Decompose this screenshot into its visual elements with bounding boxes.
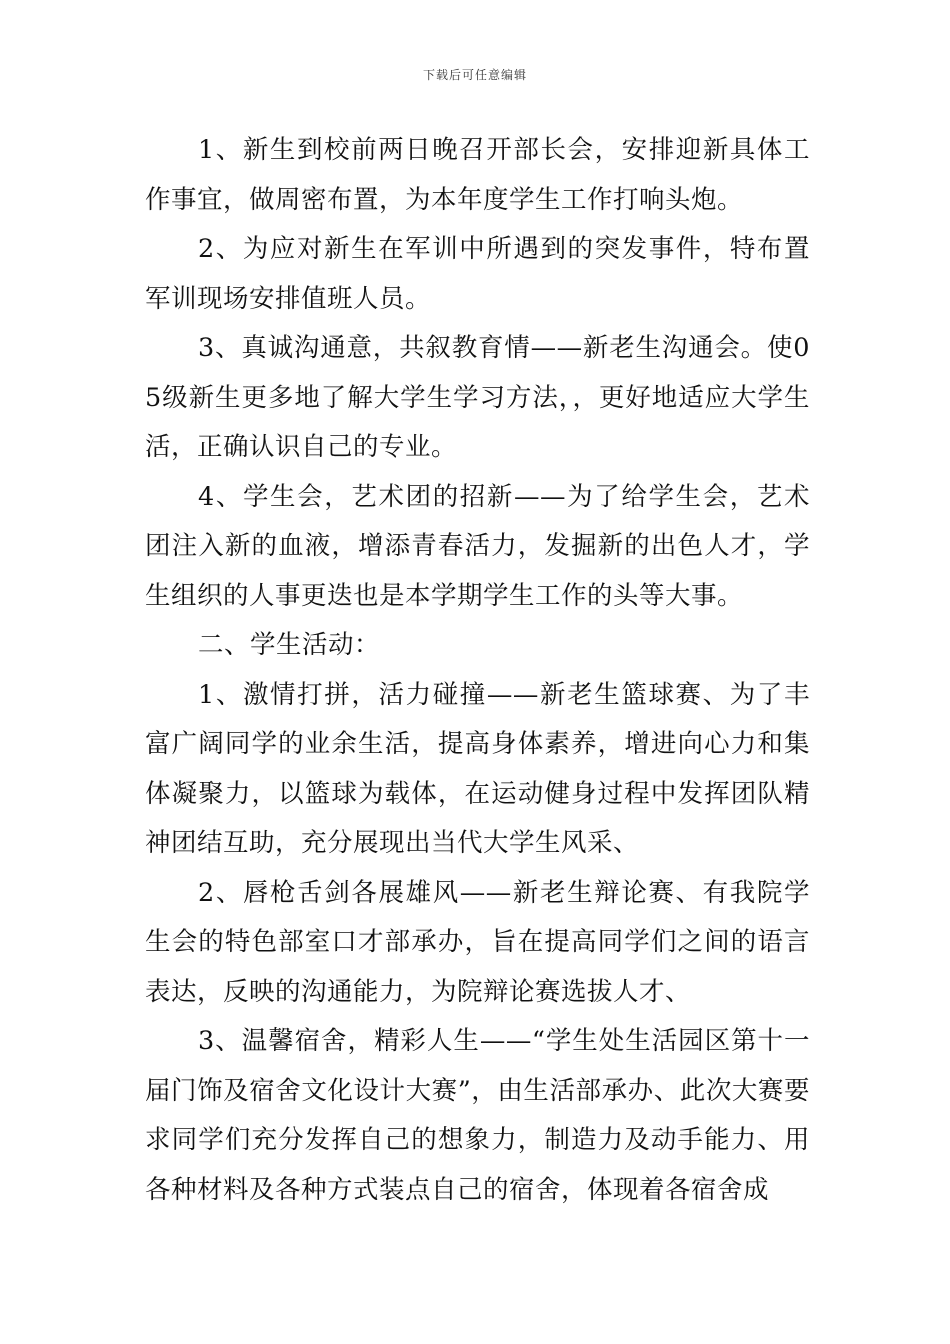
- paragraph-2: 2、为应对新生在军训中所遇到的突发事件，特布置军训现场安排值班人员。: [145, 234, 810, 314]
- document-body: [145, 126, 810, 1215]
- paragraph-1: 1、新生到校前两日晚召开部长会，安排迎新具体工作事宜，做周密布置，为本年度学生工作打响头炮。: [145, 135, 810, 215]
- section-heading: 二、学生活动：: [198, 630, 381, 660]
- paragraph-5: 1、激情打拼，活力碰撞——新老生篮球赛、为了丰富广阔同学的业余生活，提高身体素养，增进向心力和集体凝聚力，以篮球为载体，在运动健身过程中发挥团队精神团结互助，充分展现出当代大学生风采、: [145, 679, 810, 858]
- paragraph-4: 4、学生会，艺术团的招新——为了给学生会，艺术团注入新的血液，增添青春活力，发掘新的出色人才，学生组织的人事更迭也是本学期学生工作的头等大事。: [145, 481, 810, 611]
- header-note: 下载后可任意编辑: [422, 68, 527, 82]
- paragraph-6: 2、唇枪舌剑各展雄风——新老生辩论赛、有我院学生会的特色部室口才部承办，旨在提高同学们之间的语言表达，反映的沟通能力，为院辩论赛选拔人才、: [145, 877, 810, 1007]
- paragraph-3: 3、真诚沟通意，共叙教育情——新老生沟通会。使05级新生更多地了解大学生学习方法，，更好地适应大学生活，正确认识自己的专业。: [145, 333, 810, 462]
- paragraph-7: 3、温馨宿舍，精彩人生——“学生处生活园区第十一届门饰及宿舍文化设计大赛”，由生活部承办、此次大赛要求同学们充分发挥自己的想象力，制造力及动手能力、用各种材料及各种方式装点自己的宿舍，体现着各宿舍成: [145, 1026, 810, 1205]
